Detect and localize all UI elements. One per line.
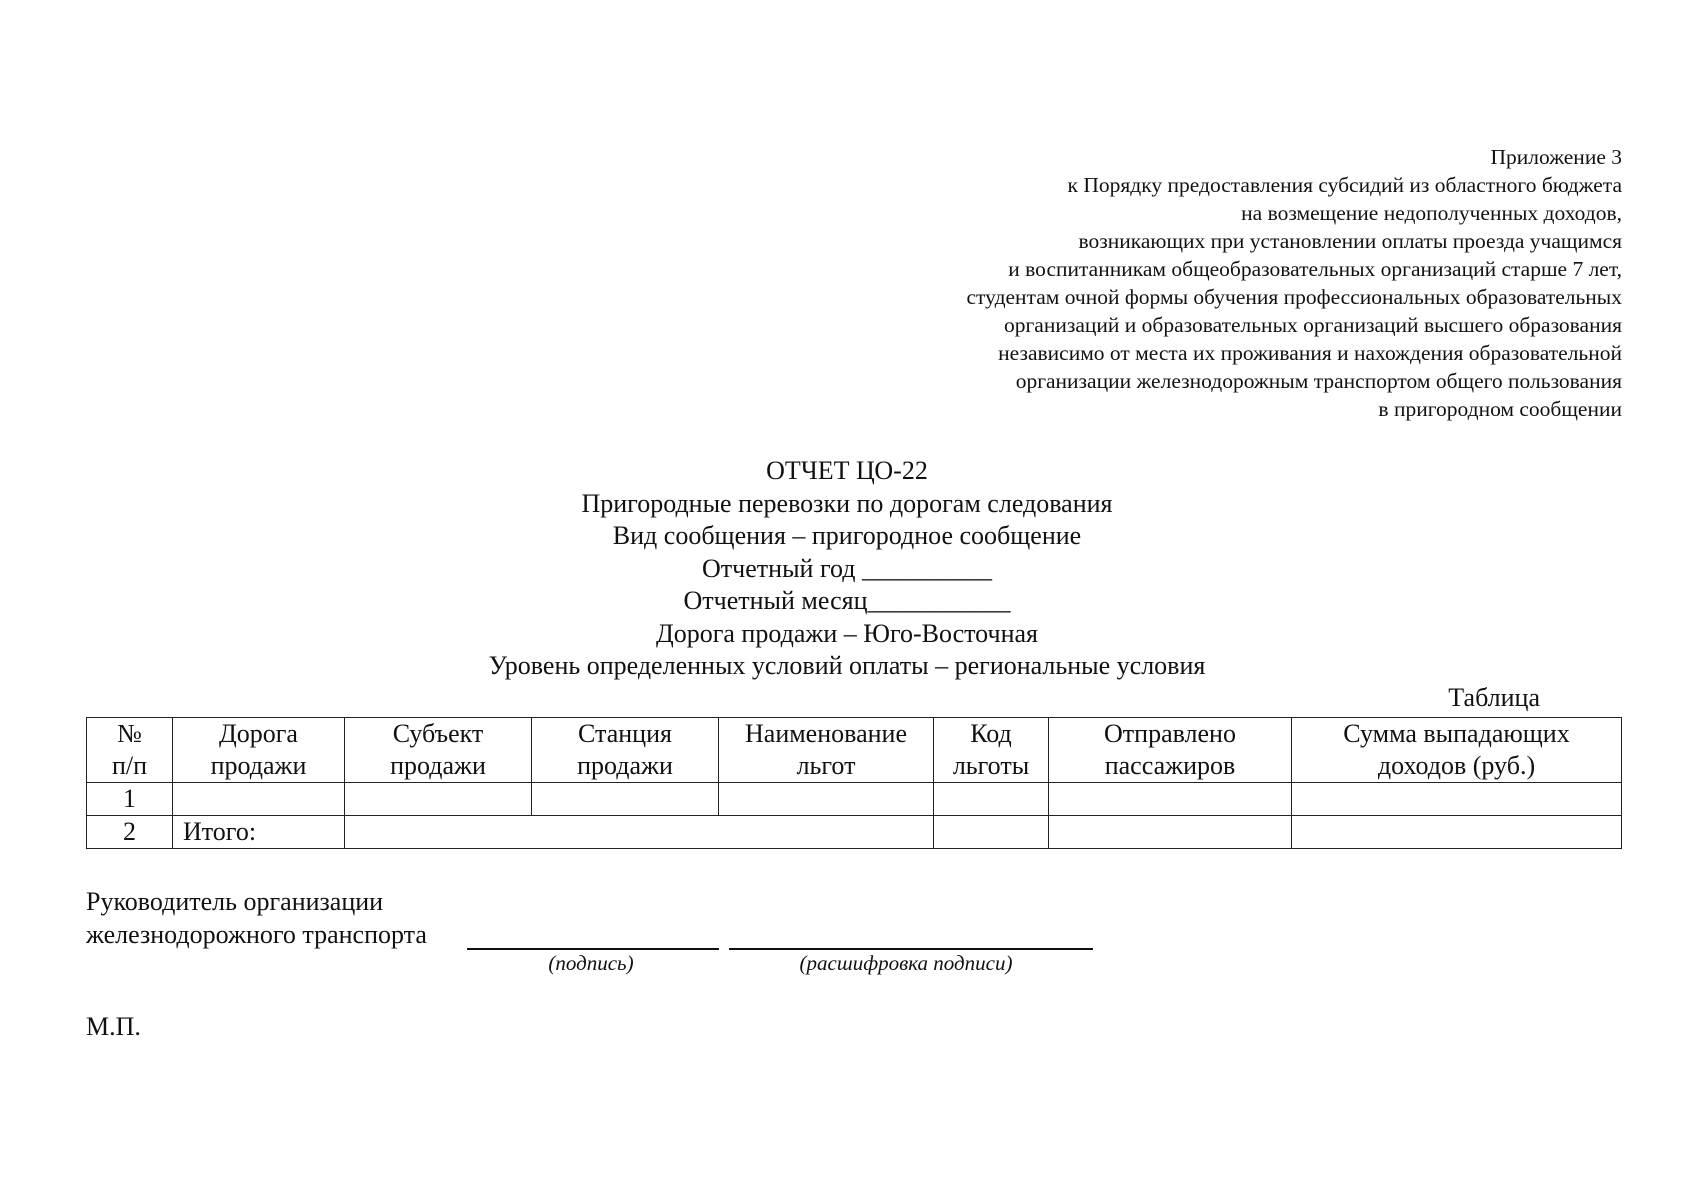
stamp-place: М.П.: [86, 1012, 141, 1041]
column-header: № п/п: [87, 718, 173, 783]
report-message-type: Вид сообщения – пригородное сообщение: [612, 521, 1082, 550]
report-subtitle: Пригородные перевозки по дорогам следования: [581, 488, 1113, 518]
column-header: Код льготы: [934, 718, 1049, 783]
table-row-total: [87, 816, 1622, 849]
report-title: ОТЧЕТ ЦО-22: [766, 456, 928, 485]
column-header: Дорога продажи: [173, 718, 345, 783]
appendix-line: в пригородном сообщении: [1378, 397, 1622, 421]
table-cell: [719, 783, 934, 816]
report-road: Дорога продажи – Юго-Восточная: [655, 618, 1038, 648]
row-number: 1: [87, 783, 173, 816]
table-cell: [934, 783, 1049, 816]
signature-decode-hint: (расшифровка подписи): [799, 951, 1013, 975]
appendix-block: [722, 143, 1622, 423]
table-cell: [1292, 783, 1622, 816]
appendix-line: Приложение 3: [1490, 145, 1622, 169]
table-cell: [345, 816, 934, 849]
signature-line: [467, 918, 719, 950]
column-header: Сумма выпадающих доходов (руб.): [1292, 718, 1622, 783]
total-label: Итого:: [173, 816, 345, 849]
table-cell: [345, 783, 532, 816]
report-table: [86, 717, 1622, 849]
column-header: Отправлено пассажиров: [1049, 718, 1292, 783]
appendix-line: организации железнодорожным транспортом общего пользования: [1015, 369, 1622, 393]
signature-block: [86, 885, 1186, 975]
row-number: 2: [87, 816, 173, 849]
report-year: Отчетный год __________: [702, 553, 992, 583]
table-row: [87, 783, 1622, 816]
appendix-line: возникающих при установлении оплаты проезда учащимся: [1078, 229, 1622, 253]
table-header-row: [87, 718, 1622, 783]
appendix-line: независимо от места их проживания и нахождения образовательной: [998, 341, 1622, 365]
signature-title: Руководитель организации: [86, 887, 384, 916]
signature-hint: (подпись): [548, 951, 634, 975]
appendix-line: студентам очной формы обучения профессиональных образовательных: [966, 285, 1622, 309]
report-payment-level: Уровень определенных условий оплаты – региональные условия: [488, 651, 1206, 680]
column-header: Станция продажи: [532, 718, 719, 783]
signature-decode-line: [729, 918, 1093, 950]
table-cell: [532, 783, 719, 816]
table-cell: [934, 816, 1049, 849]
appendix-line: и воспитанникам общеобразовательных организаций старше 7 лет,: [1008, 257, 1622, 281]
table-cell: [1292, 816, 1622, 849]
report-month: Отчетный месяц___________: [683, 586, 1011, 615]
column-header: Наименование льгот: [719, 718, 934, 783]
column-header: Субъект продажи: [345, 718, 532, 783]
table-cell: [173, 783, 345, 816]
appendix-line: на возмещение недополученных доходов,: [1241, 201, 1622, 225]
appendix-line: организаций и образовательных организаций высшего образования: [1003, 313, 1622, 337]
appendix-line: к Порядку предоставления субсидий из областного бюджета: [1067, 173, 1622, 197]
table-caption: Таблица: [1448, 683, 1540, 712]
table-cell: [1049, 816, 1292, 849]
signature-title-cont: железнодорожного транспорта: [86, 920, 427, 949]
table-cell: [1049, 783, 1292, 816]
signature-row: [86, 918, 1186, 951]
report-header: [0, 455, 1694, 683]
